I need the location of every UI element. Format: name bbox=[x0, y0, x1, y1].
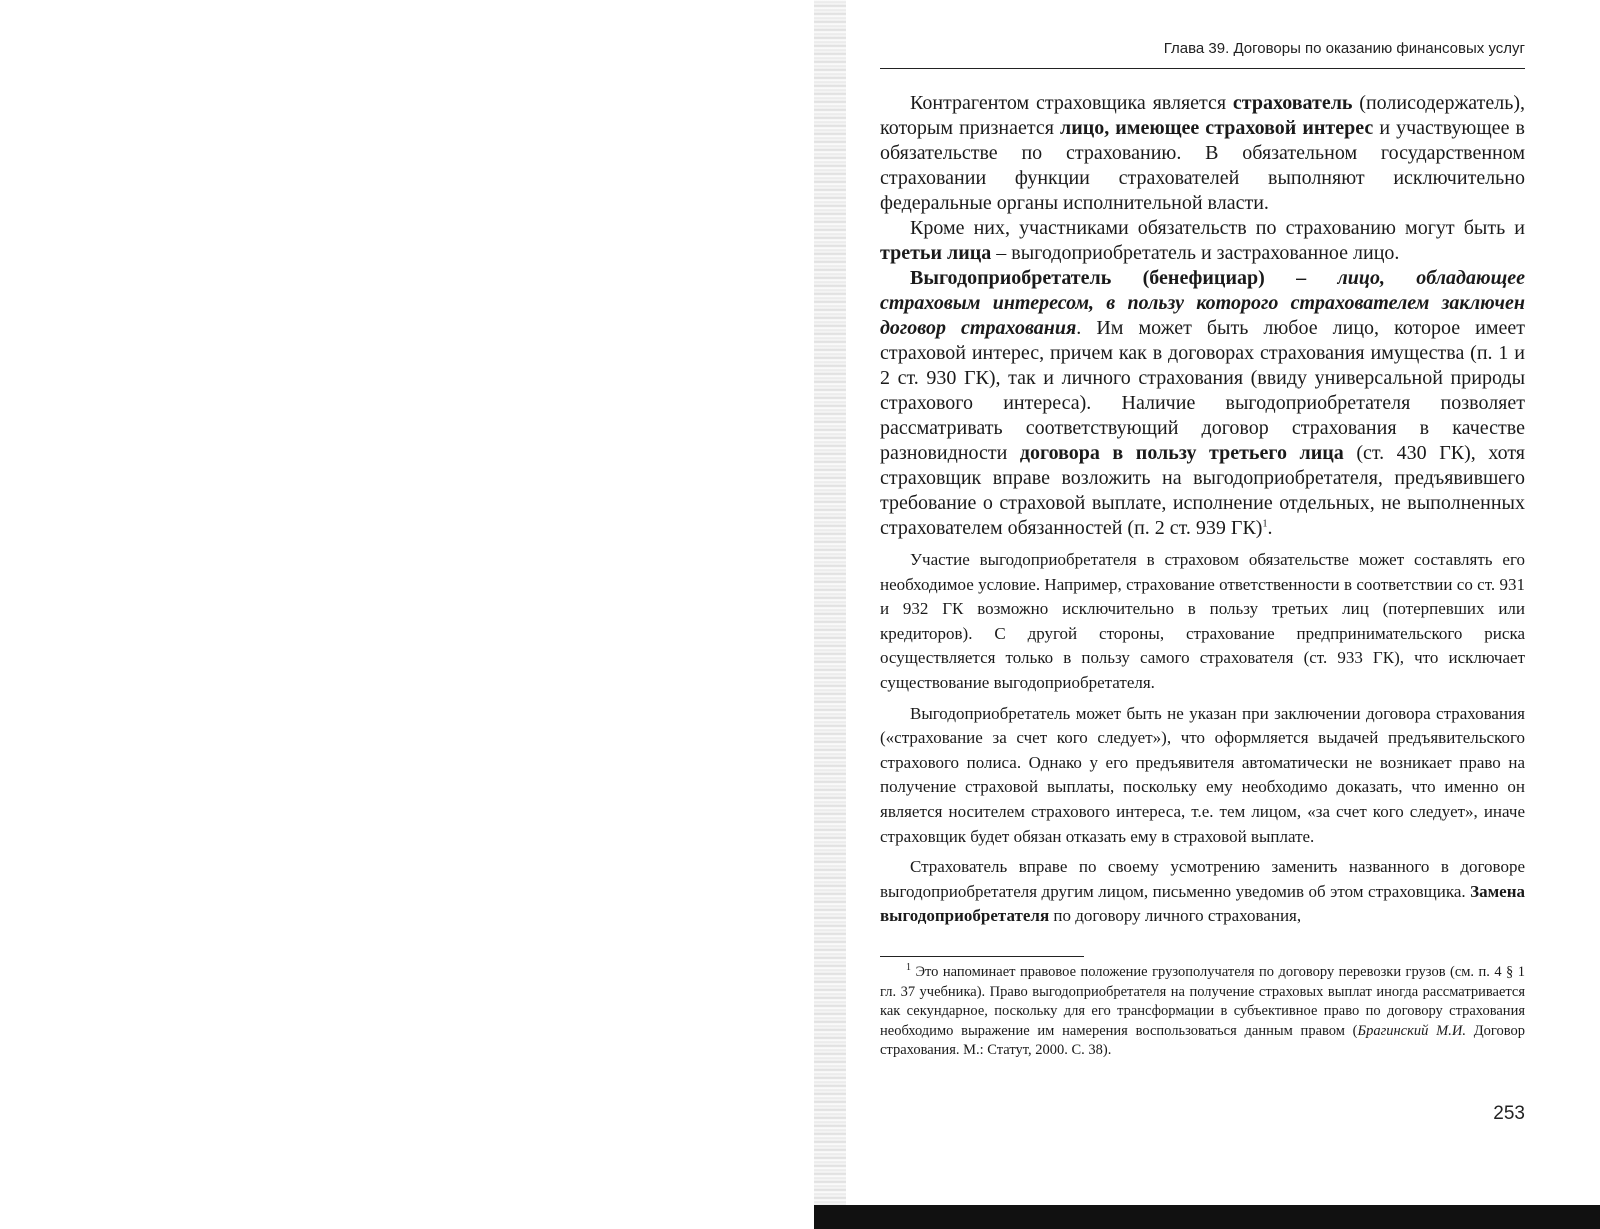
text-span: . Им может быть любое лицо, которое имеет страховой интерес, причем как в договорах страхования имущества (п. 1 и 2 ст. 930 ГК), так и личного страхования (ввиду универсальной природы страхового интереса). Наличие выгодоприобретателя позволяет рассматривать соответствующий договор страхования в качестве разновидности bbox=[880, 317, 1525, 464]
bold-term: договора в пользу третьего лица bbox=[1019, 442, 1344, 464]
bold-term: Замена выгодоприобретателя bbox=[880, 881, 1525, 926]
book-gutter bbox=[814, 0, 846, 1205]
paragraph-beneficiary-definition bbox=[880, 266, 1525, 541]
running-head: Глава 39. Договоры по оказанию финансовых услуг bbox=[1163, 40, 1525, 57]
text-span: (полисодержатель), которым признается bbox=[880, 92, 1525, 139]
bold-term: лицо, имеющее страховой интерес bbox=[1059, 117, 1374, 139]
bold-term: Выгодоприобретатель (бенефициар) – bbox=[910, 267, 1338, 289]
text-span: и участвующее в обязательстве по страхованию. В обязательном государственном страховании функции страхователей выполняют исключительно федеральные органы исполнительной власти. bbox=[880, 117, 1525, 214]
text-span: Страхователь вправе по своему усмотрению заменить названного в договоре выгодоприобретателя другим лицом, письменно уведомив об этом страховщика. bbox=[880, 857, 1525, 901]
footnote-marker: 1 bbox=[906, 962, 911, 974]
paragraph-replacement bbox=[880, 855, 1525, 929]
footnote-rule bbox=[880, 956, 1084, 957]
body-text bbox=[880, 91, 1525, 929]
footnote-ref: 1 bbox=[1262, 518, 1268, 530]
text-span: по договору личного страхования, bbox=[1049, 906, 1302, 926]
bold-term: страхователь bbox=[1232, 92, 1353, 114]
paragraph-third-parties bbox=[880, 216, 1525, 266]
text-span: Договор страхования. М.: Статут, 2000. С. 38). bbox=[880, 1022, 1525, 1059]
paragraph-bearer-policy: Выгодоприобретатель может быть не указан при заключении договора страхования («страхование за счет кого следует»), что оформляется выдачей предъявительского страхового полиса. Однако у его предъявителя автоматически не возникает право на получение страховой выплаты, поскольку ему необходимо доказать, что именно он является носителем страхового интереса, т.е. тем лицом, «за счет кого следует», иначе страховщик будет обязан отказать ему в страховой выплате. bbox=[880, 703, 1525, 846]
page-number: 253 bbox=[1493, 1103, 1525, 1124]
footnote bbox=[880, 963, 1525, 1061]
header-rule bbox=[880, 68, 1525, 69]
bold-italic-definition: лицо, обладающее страховым интересом, в пользу которого страхователем заключен договор страхования bbox=[880, 267, 1525, 339]
paragraph-participation: Участие выгодоприобретателя в страховом обязательстве может составлять его необходимое условие. Например, страхование ответственности в соответствии со ст. 931 и 932 ГК возможно исключительно в пользу третьих лиц (потерпевших или кредиторов). С другой стороны, страхование предпринимательского риска осуществляется только в пользу самого страхователя (ст. 933 ГК), что исключает существование выгодоприобретателя. bbox=[880, 550, 1525, 692]
text-span: (ст. 430 ГК), хотя страховщик вправе возложить на выгодоприобретателя, предъявившего требование о страховой выплате, исполнение отдельных, не выполненных страхователем обязанностей (п. 2 ст. 939 ГК) bbox=[880, 442, 1525, 539]
paragraph-policyholder bbox=[880, 91, 1525, 216]
text-span: . bbox=[1267, 517, 1273, 539]
italic-author: Брагинский М.И. bbox=[1357, 1022, 1466, 1039]
bold-term: третьи лица bbox=[880, 242, 992, 264]
text-span: – выгодоприобретатель и застрахованное лицо. bbox=[991, 242, 1400, 264]
scan-edge-bar bbox=[814, 1205, 1600, 1229]
text-span: Это напоминает правовое положение грузополучателя по договору перевозки грузов (см. п. 4 § 1 гл. 37 учебника). Право выгодоприобретателя на получение страховых выплат иногда рассматривается как секундарное, поскольку для его трансформации в субъективное право по договору страхования необходимо выражение им намерения воспользоваться данным правом ( bbox=[880, 964, 1525, 1039]
text-span: Контрагентом страховщика является bbox=[910, 92, 1233, 114]
text-span: Кроме них, участниками обязательств по страхованию могут быть и bbox=[910, 217, 1525, 239]
